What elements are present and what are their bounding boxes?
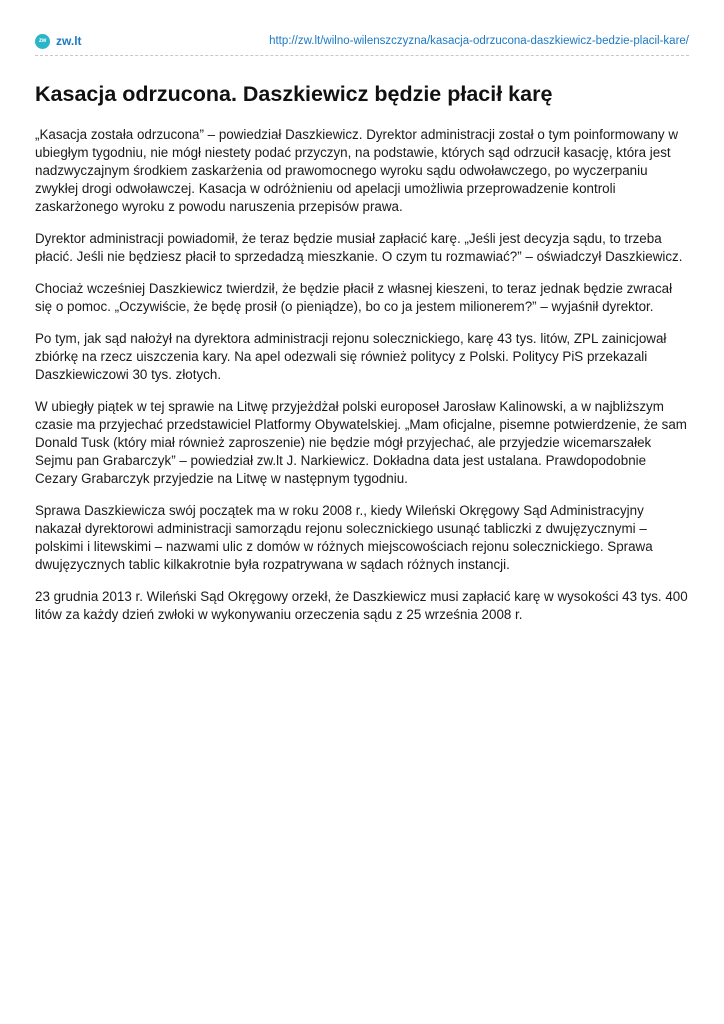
site-logo-icon[interactable]: zw (35, 34, 50, 49)
page-url-link[interactable]: http://zw.lt/wilno-wilenszczyzna/kasacja-odrzucona-daszkiewicz-bedzie-placil-kare/ (269, 35, 689, 47)
article-paragraph: „Kasacja została odrzucona” – powiedział Daszkiewicz. Dyrektor administracji został o tym poinformowany w ubiegłym tygodniu, nie mógł niestety podać przyczyn, na podstawie, których sąd odrzucił kasację, która jest nadzwyczajnym środkiem zaskarżenia od prawomocnego wyroku sądu odwoławczego, po wyczerpaniu zwykłej drogi odwoławczej. Kasacja w odróżnieniu od apelacji umożliwia przeprowadzenie kontroli zaskarżonego wyroku z powodu naruszenia przepisów prawa. (35, 127, 678, 214)
article-body (35, 126, 689, 638)
article-paragraph: Sprawa Daszkiewicza swój początek ma w roku 2008 r., kiedy Wileński Okręgowy Sąd Administracyjny nakazał dyrektorowi administracji samorządu rejonu solecznickiego usunąć tabliczki z dwujęzycznymi – polskimi i litewskimi – nazwami ulic z domów w różnych miejscowościach rejonu solecznickiego. Sprawa dwujęzycznych tablic kilkakrotnie była rozpatrywana w sądach różnych instancji. (35, 503, 653, 572)
site-name-link[interactable]: zw.lt (56, 34, 82, 48)
article-paragraph: Dyrektor administracji powiadomił, że teraz będzie musiał zapłacić karę. „Jeśli jest decyzja sądu, to trzeba płacić. Jeśli nie będziesz płacił to sprzedadzą mieszkanie. O czym tu rozmawiać?” – oświadczył Daszkiewicz. (35, 231, 683, 264)
page-header (35, 33, 689, 51)
article-paragraph: 23 grudnia 2013 r. Wileński Sąd Okręgowy orzekł, że Daszkiewicz musi zapłacić karę w wysokości 43 tys. 400 litów za każdy dzień zwłoki w wykonywaniu orzeczenia sądu z 25 września 2008 r. (35, 589, 688, 622)
article-paragraph: W ubiegły piątek w tej sprawie na Litwę przyjeżdżał polski europoseł Jarosław Kalinowski, a w najbliższym czasie ma przyjechać przedstawiciel Platformy Obywatelskiej. „Mam oficjalne, pisemne potwierdzenie, że sam Donald Tusk (który miał również zaproszenie) nie będzie mógł przyjechać, ale przyjedzie wicemarszałek Sejmu pan Grabarczyk” – powiedział zw.lt J. Narkiewicz. Dokładna data jest ustalana. Prawdopodobnie Cezary Grabarczyk przyjedzie na Litwę w następnym tygodniu. (35, 399, 687, 486)
article-paragraph: Chociaż wcześniej Daszkiewicz twierdził, że będzie płacił z własnej kieszeni, to teraz jednak będzie zwracał się o pomoc. „Oczywiście, że będę prosił (o pieniądze), bo co ja jestem milionerem?” – wyjaśnił dyrektor. (35, 281, 673, 314)
article-paragraph: Po tym, jak sąd nałożył na dyrektora administracji rejonu solecznickiego, karę 43 tys. litów, ZPL zainicjował zbiórkę na rzecz uiszczenia kary. Na apel odezwali się również politycy z Polski. Politycy PiS przekazali Daszkiewiczowi 30 tys. złotych. (35, 331, 667, 382)
header-divider (35, 55, 689, 56)
article-title: Kasacja odrzucona. Daszkiewicz będzie płacił karę (35, 82, 553, 106)
